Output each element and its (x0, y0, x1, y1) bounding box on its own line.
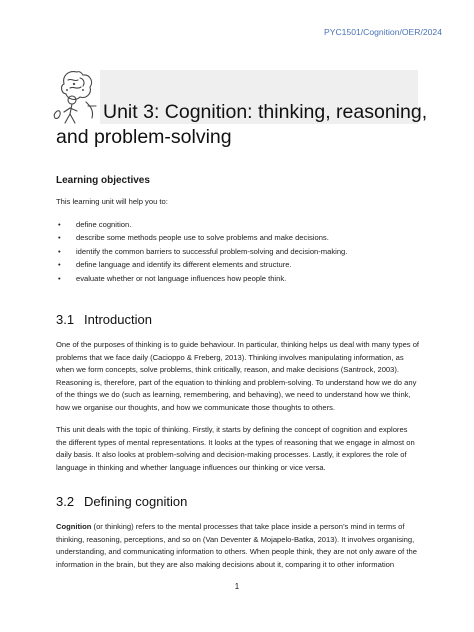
list-item (56, 231, 420, 244)
bullet-icon: • (58, 220, 61, 229)
unit-title-line-1: Unit 3: Cognition: thinking, reasoning, (103, 101, 428, 123)
unit-title (56, 100, 436, 150)
bullet-icon: • (58, 273, 61, 283)
document-reference: PYC1501/Cognition/OER/2024 (323, 27, 442, 37)
objectives-intro: This learning unit will help you to: (56, 197, 168, 206)
introduction-paragraph-1: One of the purposes of thinking is to guide behaviour. In particular, thinking helps us deal with many types of problems that we face daily (Cacioppo & Freberg, 2013). Thinking involves manipulating information, as when we form concepts, solve problems, think critically, reason, and make decisions (Santrock, 2003). Reasoning is, therefore, part of the equation to thinking and problem-solving. To understand how we do any of the things we do (such as learning, remembering, and behaving), we need to understand how we think, how we organise our thoughts, and how we communicate those thoughts to others. (56, 340, 420, 412)
list-item (56, 272, 420, 285)
objective-text: identify the common barriers to successful problem-solving and decision-making. (76, 246, 348, 256)
bullet-icon: • (58, 260, 61, 270)
defining-cognition-paragraph (56, 521, 420, 571)
unit-title-line-2: and problem-solving (56, 126, 232, 148)
objective-text: define language and identify its different elements and structure. (76, 260, 292, 270)
section-number: 3.1 (56, 312, 75, 327)
learning-objectives-heading: Learning objectives (56, 175, 150, 186)
objective-text: evaluate whether or not language influences how people think. (76, 273, 287, 283)
bullet-icon: • (58, 246, 61, 256)
objective-text: define cognition. (76, 220, 132, 229)
section-number: 3.2 (56, 494, 75, 509)
bullet-icon: • (58, 233, 61, 243)
section-title: Introduction (84, 312, 152, 327)
introduction-paragraph-2: This unit deals with the topic of thinking. Firstly, it starts by defining the concept of cognition and explores the different types of mental representations. It looks at the types of reasoning that we engage in almost on daily basis. It also looks at problem-solving and decision-making processes. Lastly, it explores the role of language in thinking and whether language influences our thinking or vice versa. (56, 425, 415, 472)
section-heading-defining-cognition (56, 494, 187, 509)
section-heading-introduction (56, 312, 152, 327)
section-title: Defining cognition (84, 494, 188, 509)
cognition-term: Cognition (56, 522, 92, 531)
page-number: 1 (234, 582, 240, 591)
list-item (56, 258, 420, 271)
list-item (56, 218, 420, 231)
objective-text: describe some methods people use to solve problems and make decisions. (76, 233, 329, 243)
definition-text: (or thinking) refers to the mental processes that take place inside a person’s mind in terms of thinking, reasoning, perceptions, and so on (Van Deventer & Mojapelo-Batka, 2013). It involves organising, understanding, and communicating information to others. When people think, they are not only aware of the information in the brain, but they are also making decisions about it, comparing it to other information (56, 522, 417, 569)
objectives-list (56, 218, 420, 285)
list-item (56, 245, 420, 258)
